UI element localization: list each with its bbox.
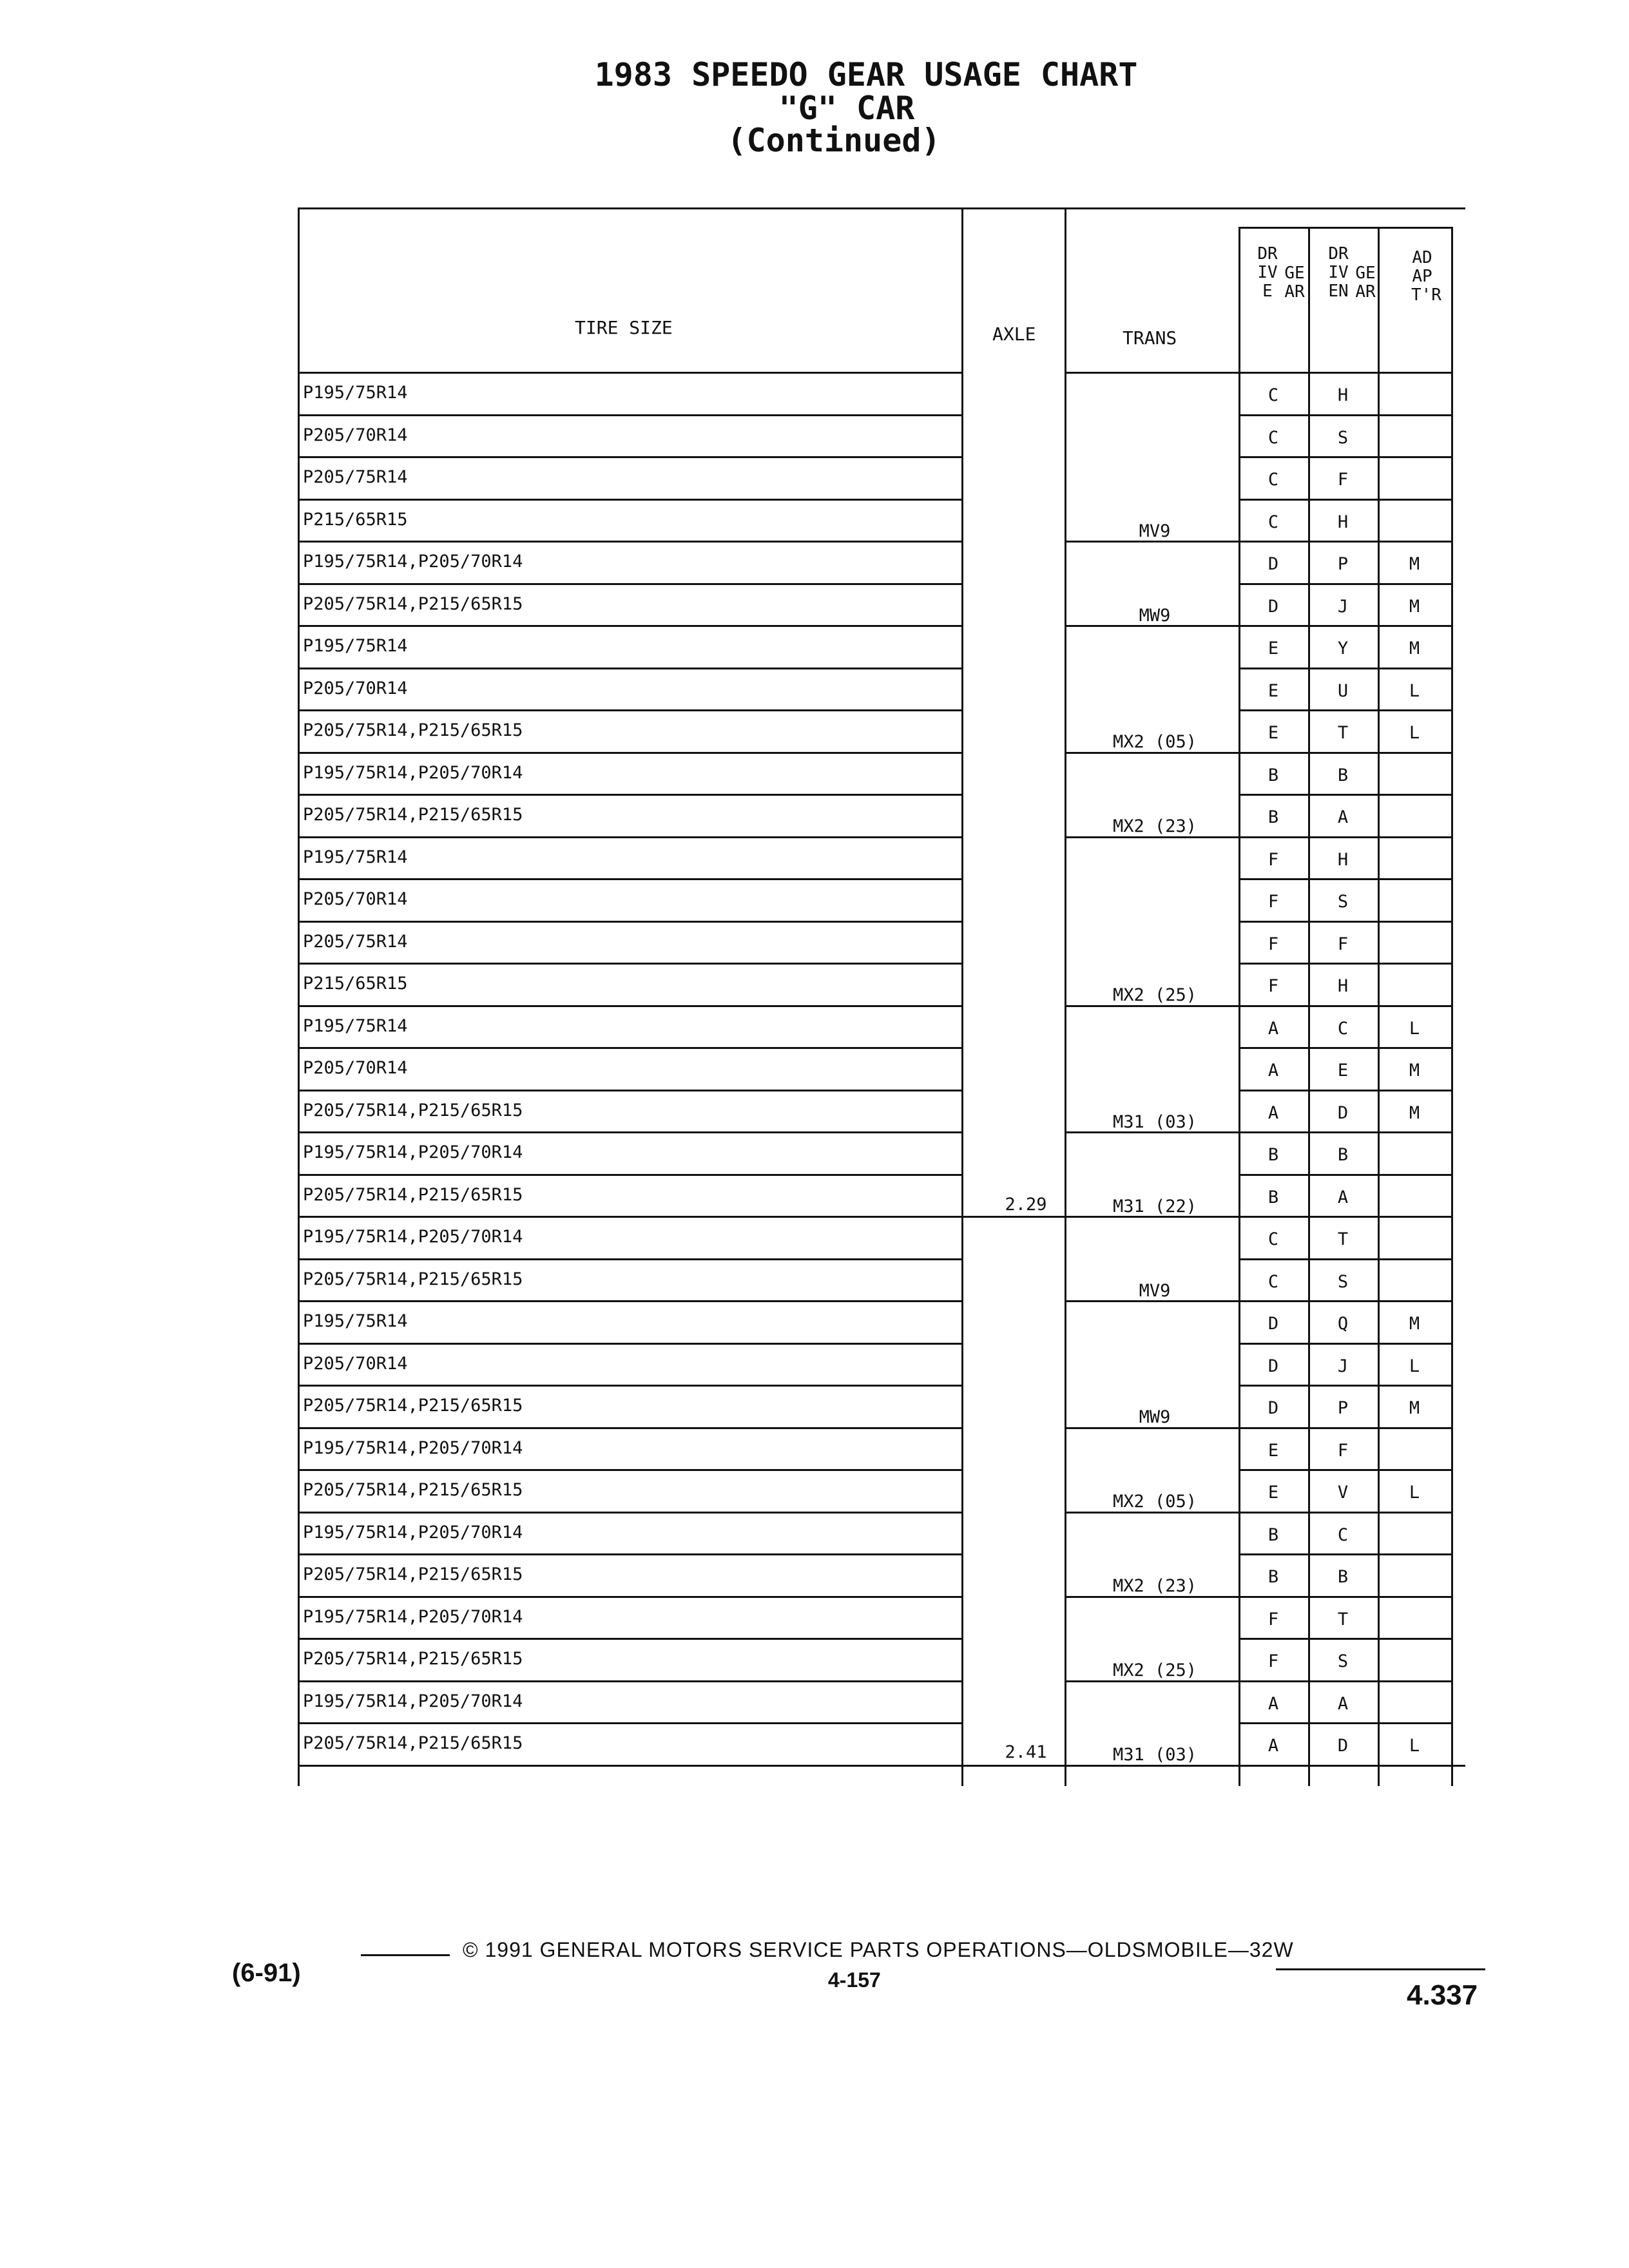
table-row-rule — [298, 1427, 961, 1429]
driven-gear-cell: J — [1337, 596, 1349, 617]
adapter-cell: L — [1409, 1736, 1420, 1756]
drive-gear-cell: A — [1268, 1693, 1279, 1714]
drive-gear-cell: D — [1268, 596, 1279, 617]
drive-gear-cell: B — [1268, 765, 1279, 785]
table-column-divider — [961, 207, 963, 1786]
tire-size-cell: P205/75R14,P215/65R15 — [303, 1100, 523, 1120]
trans-cell: MV9 — [1139, 521, 1171, 541]
gear-row-rule — [1239, 1258, 1451, 1260]
trans-cell: MX2 (23) — [1112, 816, 1197, 836]
gear-header-top-rule — [1239, 227, 1451, 229]
adapter-cell: M — [1409, 554, 1420, 574]
driven-gear-cell: T — [1337, 723, 1349, 743]
driven-gear-cell: H — [1337, 385, 1349, 405]
tire-size-cell: P205/75R14,P215/65R15 — [303, 1649, 523, 1669]
table-column-divider — [298, 207, 300, 1786]
table-row-rule — [298, 1090, 961, 1091]
trans-group-rule — [1065, 541, 1239, 543]
drive-gear-cell: C — [1268, 512, 1279, 532]
driven-gear-cell: A — [1337, 1187, 1349, 1207]
gear-row-rule — [1239, 1427, 1451, 1429]
gear-row-rule — [1239, 752, 1451, 754]
gear-row-rule — [1239, 1469, 1451, 1471]
driven-gear-cell: Y — [1337, 639, 1349, 658]
tire-size-cell: P195/75R14,P205/70R14 — [303, 1691, 523, 1711]
tire-size-cell: P195/75R14,P205/70R14 — [303, 552, 523, 572]
driven-gear-cell: A — [1337, 807, 1349, 827]
table-row-rule — [298, 878, 961, 880]
driven-gear-cell: T — [1337, 1229, 1349, 1249]
trans-group-rule — [1065, 1131, 1239, 1133]
driven-gear-cell: B — [1337, 1145, 1349, 1165]
driven-gear-cell: A — [1337, 1693, 1349, 1714]
drive-gear-cell: D — [1268, 1356, 1279, 1376]
gear-row-rule — [1239, 1090, 1451, 1091]
trans-cell: M31 (03) — [1112, 1111, 1197, 1132]
table-top-rule — [298, 207, 1465, 209]
table-row-rule — [298, 1216, 961, 1218]
driven-gear-cell: B — [1337, 1567, 1349, 1587]
drive-gear-cell: F — [1268, 892, 1279, 912]
tire-size-cell: P205/75R14 — [303, 467, 408, 487]
footer-rule-left — [361, 1954, 450, 1956]
table-row-rule — [298, 1512, 961, 1514]
table-column-divider — [1065, 207, 1066, 1786]
drive-gear-cell: B — [1268, 1187, 1279, 1207]
drive-gear-cell: C — [1268, 470, 1279, 490]
tire-size-cell: P205/70R14 — [303, 1058, 408, 1078]
footer-copyright: © 1991 GENERAL MOTORS SERVICE PARTS OPERATIONS—OLDSMOBILE—32W — [463, 1938, 1294, 1961]
table-row-rule — [298, 1680, 961, 1682]
chart-title: 1983 SPEEDO GEAR USAGE CHART — [594, 56, 1138, 93]
gear-row-rule — [1239, 1722, 1451, 1724]
table-row-rule — [298, 836, 961, 838]
gear-row-rule — [1239, 456, 1451, 458]
trans-cell: M31 (22) — [1112, 1196, 1197, 1216]
driven-gear-cell: C — [1337, 1524, 1349, 1545]
drive-gear-cell: F — [1268, 1651, 1279, 1671]
table-row-rule — [298, 625, 961, 627]
tire-size-cell: P195/75R14 — [303, 1015, 408, 1036]
driven-gear-cell: B — [1337, 765, 1349, 785]
drive-gear-cell: D — [1268, 1314, 1279, 1334]
drive-gear-cell: B — [1268, 1524, 1279, 1545]
driven-gear-cell: J — [1337, 1356, 1349, 1376]
header-trans: TRANS — [1123, 327, 1177, 349]
driven-gear-cell: U — [1337, 680, 1349, 701]
gear-usage-table — [298, 207, 1465, 1786]
driven-gear-cell: E — [1337, 1061, 1349, 1081]
driven-gear-cell: H — [1337, 849, 1349, 870]
driven-gear-cell: D — [1337, 1736, 1349, 1756]
trans-group-rule — [1065, 625, 1239, 627]
drive-gear-cell: A — [1268, 1018, 1279, 1039]
driven-gear-cell: H — [1337, 976, 1349, 996]
gear-row-rule — [1239, 1638, 1451, 1640]
trans-group-rule — [1065, 1005, 1239, 1007]
driven-gear-cell: H — [1337, 512, 1349, 532]
drive-gear-cell: E — [1268, 1440, 1279, 1461]
drive-gear-cell: C — [1268, 427, 1279, 448]
tire-size-cell: P215/65R15 — [303, 974, 408, 994]
tire-size-cell: P205/75R14,P215/65R15 — [303, 805, 523, 825]
tire-size-cell: P215/65R15 — [303, 509, 408, 530]
drive-gear-cell: A — [1268, 1102, 1279, 1123]
driven-gear-cell: P — [1337, 1398, 1349, 1418]
table-row-rule — [298, 668, 961, 669]
table-row-rule — [298, 372, 961, 374]
trans-cell: M31 (03) — [1112, 1745, 1197, 1765]
table-row-rule — [298, 1300, 961, 1302]
drive-gear-cell: A — [1268, 1736, 1279, 1756]
drive-gear-cell: C — [1268, 1271, 1279, 1292]
table-row-rule — [298, 1343, 961, 1345]
driven-gear-cell: T — [1337, 1609, 1349, 1629]
tire-size-cell: P205/70R14 — [303, 425, 408, 445]
gear-row-rule — [1239, 1174, 1451, 1176]
adapter-cell: L — [1409, 1356, 1420, 1376]
drive-gear-cell: F — [1268, 1609, 1279, 1629]
table-row-rule — [298, 456, 961, 458]
gear-row-rule — [1239, 1300, 1451, 1302]
table-row-rule — [298, 1047, 961, 1049]
adapter-cell: L — [1409, 1018, 1420, 1039]
trans-group-rule — [1065, 1512, 1239, 1514]
trans-cell: MW9 — [1139, 605, 1171, 626]
adapter-cell: L — [1409, 723, 1420, 743]
driven-gear-cell: F — [1337, 1440, 1349, 1461]
trans-cell: MX2 (05) — [1112, 732, 1197, 752]
gear-row-rule — [1239, 1512, 1451, 1514]
table-row-rule — [298, 1469, 961, 1471]
drive-gear-cell: B — [1268, 807, 1279, 827]
adapter-cell: L — [1409, 680, 1420, 701]
tire-size-cell: P195/75R14,P205/70R14 — [303, 1522, 523, 1542]
tire-size-cell: P205/75R14,P215/65R15 — [303, 720, 523, 740]
drive-gear-cell: E — [1268, 680, 1279, 701]
trans-group-rule — [1065, 1216, 1239, 1218]
chart-continued-label: (Continued) — [727, 122, 941, 159]
tire-size-cell: P205/75R14,P215/65R15 — [303, 593, 523, 614]
table-row-rule — [298, 1385, 961, 1387]
drive-gear-cell: F — [1268, 976, 1279, 996]
tire-size-cell: P195/75R14,P205/70R14 — [303, 1227, 523, 1247]
adapter-cell: M — [1409, 639, 1420, 658]
header-tire-size: TIRE SIZE — [575, 317, 673, 338]
header-driven-label: DRIVEN — [1328, 244, 1349, 301]
tire-size-cell: P205/75R14,P215/65R15 — [303, 1480, 523, 1500]
table-row-rule — [298, 752, 961, 754]
trans-group-rule — [1065, 1680, 1239, 1682]
trans-group-rule — [1065, 836, 1239, 838]
trans-group-rule — [1065, 372, 1239, 374]
tire-size-cell: P205/75R14,P215/65R15 — [303, 1396, 523, 1416]
tire-size-cell: P195/75R14,P205/70R14 — [303, 1606, 523, 1627]
table-row-rule — [298, 1174, 961, 1176]
drive-gear-cell: D — [1268, 554, 1279, 574]
gear-row-rule — [1239, 1216, 1451, 1218]
table-row-rule — [298, 794, 961, 796]
tire-size-cell: P195/75R14,P205/70R14 — [303, 1142, 523, 1162]
gear-row-rule — [1239, 414, 1451, 416]
table-row-rule — [298, 499, 961, 501]
gear-row-rule — [1239, 372, 1451, 374]
gear-row-rule — [1239, 1047, 1451, 1049]
table-column-divider — [1451, 227, 1453, 1786]
driven-gear-cell: P — [1337, 554, 1349, 574]
header-drive-label: DRIVE — [1257, 244, 1278, 301]
tire-size-cell: P205/70R14 — [303, 889, 408, 909]
adapter-cell: M — [1409, 1102, 1420, 1123]
table-row-rule — [298, 1005, 961, 1007]
drive-gear-cell: F — [1268, 849, 1279, 870]
gear-row-rule — [1239, 583, 1451, 585]
footer-date-code: (6-91) — [232, 1959, 301, 1987]
table-row-rule — [298, 1638, 961, 1640]
driven-gear-cell: S — [1337, 427, 1349, 448]
gear-row-rule — [1239, 1553, 1451, 1555]
tire-size-cell: P205/75R14,P215/65R15 — [303, 1564, 523, 1584]
driven-gear-cell: C — [1337, 1018, 1349, 1039]
tire-size-cell: P205/70R14 — [303, 678, 408, 698]
trans-group-rule — [1065, 1427, 1239, 1429]
table-row-rule — [298, 1131, 961, 1133]
trans-group-rule — [1065, 1596, 1239, 1598]
drive-gear-cell: C — [1268, 385, 1279, 405]
axle-group-rule — [961, 1216, 1065, 1218]
driven-gear-cell: V — [1337, 1483, 1349, 1503]
tire-size-cell: P195/75R14,P205/70R14 — [303, 762, 523, 783]
header-driven-gear-label: GEAR — [1355, 264, 1376, 302]
table-bottom-rule — [298, 1765, 1465, 1767]
adapter-cell: M — [1409, 1061, 1420, 1081]
header-axle: AXLE — [992, 323, 1036, 345]
tire-size-cell: P195/75R14 — [303, 636, 408, 656]
table-row-rule — [298, 963, 961, 965]
trans-cell: MW9 — [1139, 1407, 1171, 1427]
tire-size-cell: P195/75R14 — [303, 847, 408, 867]
driven-gear-cell: S — [1337, 1271, 1349, 1292]
gear-row-rule — [1239, 1385, 1451, 1387]
driven-gear-cell: S — [1337, 1651, 1349, 1671]
tire-size-cell: P195/75R14 — [303, 383, 408, 403]
driven-gear-cell: S — [1337, 892, 1349, 912]
trans-cell: MX2 (25) — [1112, 1660, 1197, 1680]
gear-row-rule — [1239, 836, 1451, 838]
tire-size-cell: P195/75R14 — [303, 1311, 408, 1331]
drive-gear-cell: D — [1268, 1398, 1279, 1418]
gear-row-rule — [1239, 878, 1451, 880]
table-row-rule — [298, 709, 961, 711]
footer-page-number: 4-157 — [828, 1968, 881, 1992]
gear-row-rule — [1239, 1596, 1451, 1598]
driven-gear-cell: D — [1337, 1102, 1349, 1123]
trans-group-rule — [1065, 1300, 1239, 1302]
trans-cell: MX2 (05) — [1112, 1492, 1197, 1512]
table-row-rule — [298, 921, 961, 923]
driven-gear-cell: Q — [1337, 1314, 1349, 1334]
adapter-cell: M — [1409, 1314, 1420, 1334]
table-row-rule — [298, 541, 961, 543]
drive-gear-cell: E — [1268, 1483, 1279, 1503]
tire-size-cell: P205/75R14,P215/65R15 — [303, 1733, 523, 1753]
footer-rule-right — [1276, 1968, 1485, 1970]
gear-row-rule — [1239, 1680, 1451, 1682]
tire-size-cell: P195/75R14,P205/70R14 — [303, 1437, 523, 1458]
tire-size-cell: P205/75R14,P215/65R15 — [303, 1269, 523, 1289]
footer-section-number: 4.337 — [1407, 1979, 1478, 2011]
header-adapter: ADAPT'R — [1411, 248, 1441, 305]
gear-row-rule — [1239, 921, 1451, 923]
table-row-rule — [298, 1722, 961, 1724]
gear-row-rule — [1239, 541, 1451, 543]
gear-row-rule — [1239, 1131, 1451, 1133]
table-row-rule — [298, 583, 961, 585]
gear-row-rule — [1239, 499, 1451, 501]
drive-gear-cell: E — [1268, 639, 1279, 658]
gear-row-rule — [1239, 794, 1451, 796]
table-row-rule — [298, 1258, 961, 1260]
table-row-rule — [298, 1553, 961, 1555]
tire-size-cell: P205/75R14,P215/65R15 — [303, 1184, 523, 1205]
adapter-cell: L — [1409, 1483, 1420, 1503]
gear-row-rule — [1239, 668, 1451, 669]
axle-value: 2.29 — [1005, 1195, 1047, 1215]
chart-subtitle: "G" CAR — [778, 90, 915, 127]
axle-value: 2.41 — [1005, 1742, 1047, 1762]
drive-gear-cell: B — [1268, 1567, 1279, 1587]
table-row-rule — [298, 1596, 961, 1598]
drive-gear-cell: E — [1268, 723, 1279, 743]
adapter-cell: M — [1409, 1398, 1420, 1418]
gear-row-rule — [1239, 1343, 1451, 1345]
drive-gear-cell: A — [1268, 1061, 1279, 1081]
gear-row-rule — [1239, 625, 1451, 627]
gear-row-rule — [1239, 709, 1451, 711]
trans-cell: MX2 (23) — [1112, 1576, 1197, 1596]
gear-row-rule — [1239, 963, 1451, 965]
adapter-cell: M — [1409, 596, 1420, 617]
trans-group-rule — [1065, 752, 1239, 754]
driven-gear-cell: F — [1337, 470, 1349, 490]
header-drive-gear-label: GEAR — [1284, 264, 1305, 302]
driven-gear-cell: F — [1337, 934, 1349, 954]
gear-row-rule — [1239, 1005, 1451, 1007]
trans-cell: MV9 — [1139, 1280, 1171, 1301]
drive-gear-cell: F — [1268, 934, 1279, 954]
tire-size-cell: P205/70R14 — [303, 1353, 408, 1374]
drive-gear-cell: C — [1268, 1229, 1279, 1249]
table-row-rule — [298, 414, 961, 416]
tire-size-cell: P205/75R14 — [303, 931, 408, 952]
trans-cell: MX2 (25) — [1112, 985, 1197, 1005]
drive-gear-cell: B — [1268, 1145, 1279, 1165]
